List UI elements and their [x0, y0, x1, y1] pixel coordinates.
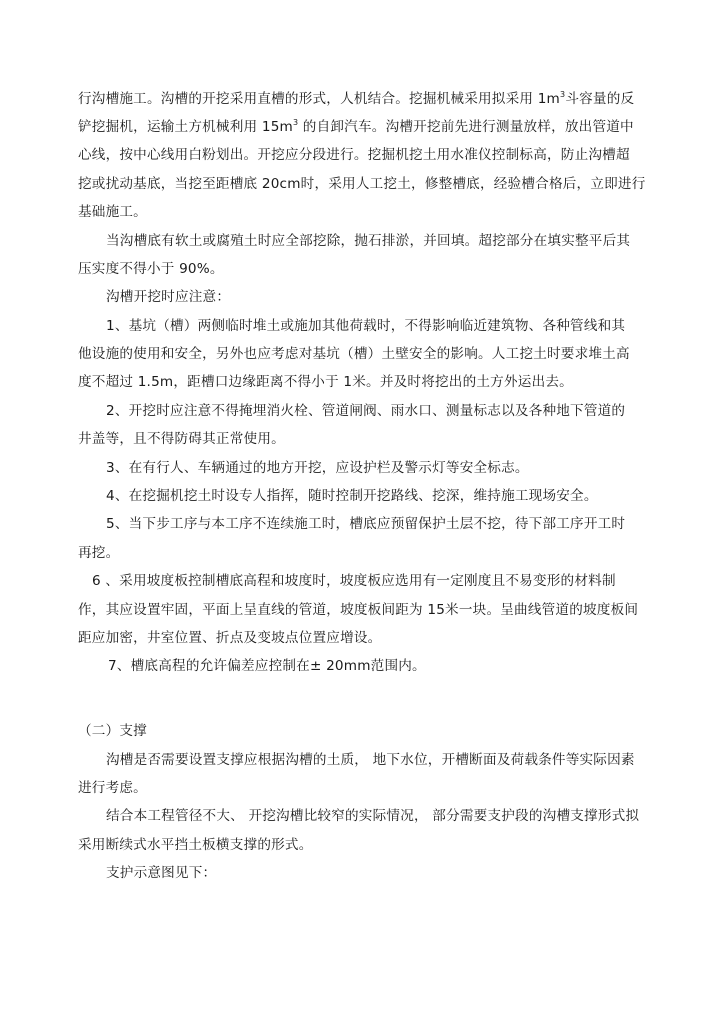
text-line: 井盖等，且不得防碍其正常使用。: [78, 431, 285, 447]
text-line: 7、槽底高程的允许偏差应控制在± 20mm范围内。: [108, 658, 426, 674]
text-line: 心线，按中心线用白粉划出。开挖应分段进行。挖掘机挖土用水准仪控制标高，防止沟槽超: [78, 147, 630, 163]
text-line: 再挖。: [78, 545, 120, 561]
text-line: 5、当下步工序与本工序不连续施工时，槽底应预留保护土层不挖，待下部工序开工时: [106, 516, 626, 532]
text-line: 支护示意图见下：: [106, 865, 217, 881]
section-heading: （二）支撑: [78, 723, 147, 739]
superscript: 3: [560, 90, 566, 99]
text-line: 挖或扰动基底，当挖至距槽底 20cm时，采用人工挖土，修整槽底，经验槽合格后，立即进行: [78, 176, 646, 192]
text-line: 铲挖掘机，运输土方机械利用 $15m^3$ 的自卸汽车。沟槽开挖前先进行测量放样，放出管道中: [78, 118, 634, 135]
text-line: 沟槽开挖时应注意：: [106, 289, 231, 305]
text-line: 距应加密，井室位置、折点及变坡点位置应增设。: [78, 630, 382, 646]
text-line: 2、开挖时应注意不得掩埋消火栓、管道闸阀、雨水口、测量标志以及各种地下管道的: [106, 403, 626, 419]
text-line: 6 、采用坡度板控制槽底高程和坡度时，坡度板应选用有一定刚度且不易变形的材料制: [92, 573, 616, 589]
text-line: 作，其应设置牢固，平面上呈直线的管道，坡度板间距为 15米一块。呈曲线管道的坡度板间: [78, 602, 639, 618]
text-line: 他设施的使用和安全，另外也应考虑对基坑（槽）土壁安全的影响。人工挖土时要求堆土高: [78, 346, 630, 362]
text-line: 1、基坑（槽）两侧临时堆土或施加其他荷载时，不得影响临近建筑物、各种管线和其: [106, 318, 626, 334]
text-line: 度不超过 1.5m，距槽口边缘距离不得小于 1米。并及时将挖出的土方外运出去。: [78, 374, 573, 390]
text-line: 当沟槽底有软土或腐殖土时应全部挖除，抛石排淤，并回填。超挖部分在填实整平后其: [106, 233, 631, 249]
text-line: 行沟槽施工。沟槽的开挖采用直槽的形式，人机结合。挖掘机械采用拟采用 $1m^3$斗容量的反: [78, 90, 635, 107]
text-line: 进行考虑。: [78, 780, 147, 796]
text-line: 压实度不得小于 90%。: [78, 261, 224, 277]
text-line: 基础施工。: [78, 204, 147, 220]
superscript: 3: [292, 118, 299, 127]
text-line: 4、在挖掘机挖土时设专人指挥，随时控制开挖路线、挖深，维持施工现场安全。: [106, 488, 598, 504]
text-line: 结合本工程管径不大、 开挖沟槽比较窄的实际情况， 部分需要支护段的沟槽支撑形式拟: [106, 808, 640, 824]
text-line: 沟槽是否需要设置支撑应根据沟槽的土质， 地下水位，开槽断面及荷载条件等实际因素: [106, 752, 635, 768]
text-line: 采用断续式水平挡土板横支撑的形式。: [78, 837, 313, 853]
text-line: 3、在有行人、车辆通过的地方开挖，应设护栏及警示灯等安全标志。: [106, 460, 529, 476]
